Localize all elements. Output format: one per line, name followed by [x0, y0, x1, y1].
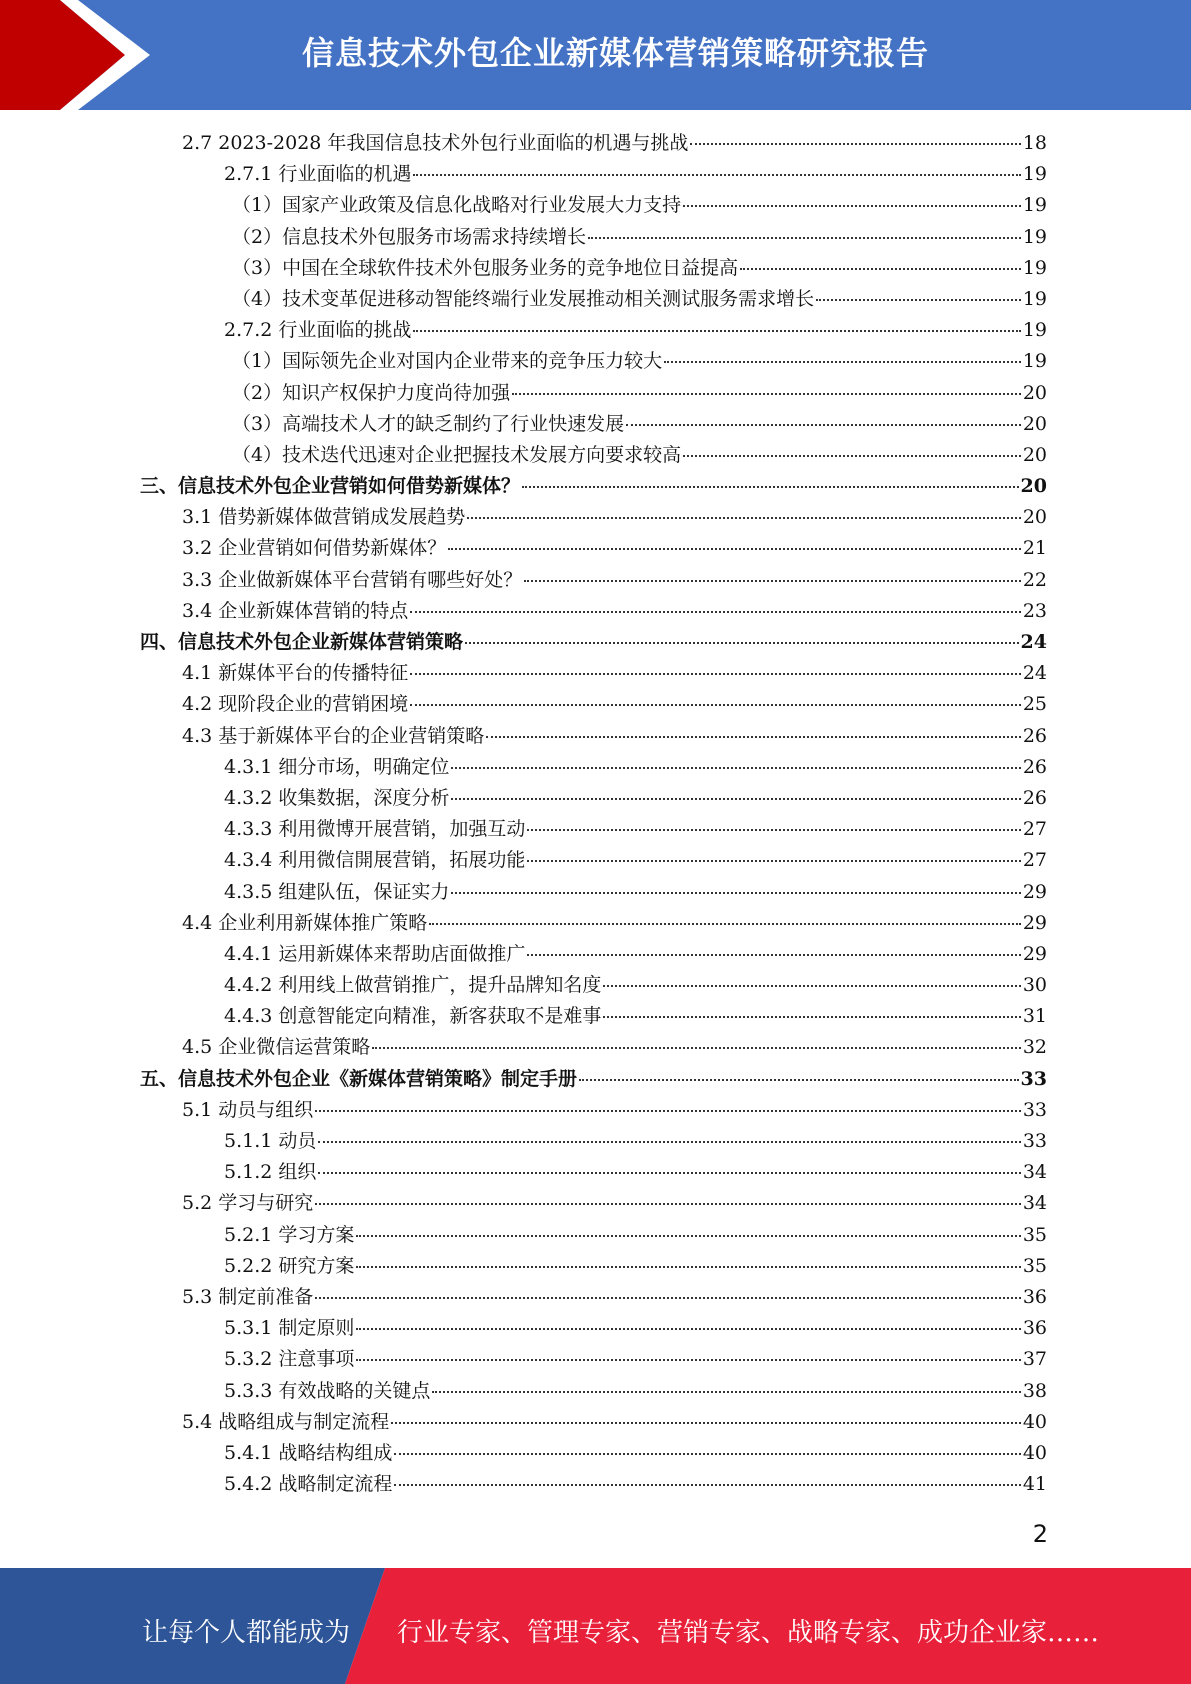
- toc-entry[interactable]: [140, 1438, 1047, 1469]
- toc-entry-page: 19: [1022, 319, 1047, 342]
- toc-entry-page: 34: [1022, 1161, 1047, 1184]
- toc-entry-page: 31: [1022, 1005, 1047, 1028]
- toc-entry-page: 20: [1020, 475, 1047, 498]
- toc-entry[interactable]: [140, 284, 1047, 315]
- toc-entry[interactable]: [140, 1032, 1047, 1063]
- dot-leader: [626, 423, 1021, 426]
- footer-slogan-left: 让每个人都能成为: [142, 1618, 351, 1648]
- dot-leader: [522, 485, 1019, 488]
- toc-entry-title: （1）国家产业政策及信息化战略对行业发展大力支持: [232, 194, 682, 217]
- toc-entry-title: 2.7.2 行业面临的挑战: [224, 319, 412, 342]
- toc-entry-title: 5.3.3 有效战略的关键点: [224, 1379, 431, 1402]
- toc-entry[interactable]: [140, 1188, 1047, 1219]
- toc-entry[interactable]: [140, 752, 1047, 783]
- toc-entry[interactable]: [140, 939, 1047, 970]
- toc-entry[interactable]: [140, 346, 1047, 377]
- dot-leader: [524, 579, 1021, 582]
- toc-entry-title: 4.3.3 利用微博开展营销，加强互动: [224, 818, 526, 841]
- toc-entry-page: 32: [1022, 1036, 1047, 1059]
- toc-entry-page: 26: [1022, 724, 1047, 747]
- toc-entry-title: 4.3.1 细分市场，明确定位: [224, 755, 450, 778]
- toc-entry[interactable]: [140, 970, 1047, 1001]
- dot-leader: [467, 516, 1021, 519]
- toc-entry-page: 19: [1022, 163, 1047, 186]
- toc-entry[interactable]: [140, 596, 1047, 627]
- dot-leader: [356, 1234, 1020, 1237]
- toc-entry[interactable]: [140, 315, 1047, 346]
- toc-entry-title: 4.3.5 组建队伍，保证实力: [224, 880, 450, 903]
- toc-entry-title: 5.1.2 组织: [224, 1161, 317, 1184]
- toc-entry-page: 33: [1020, 1067, 1047, 1090]
- toc-entry-title: 5.1 动员与组织: [182, 1098, 314, 1121]
- toc-entry-title: 2.7 2023-2028 年我国信息技术外包行业面临的机遇与挑战: [182, 132, 689, 154]
- toc-entry-title: 5.4.2 战略制定流程: [224, 1473, 393, 1496]
- toc-entry-title: 5.3 制定前准备: [182, 1285, 314, 1308]
- toc-entry-page: 20: [1022, 506, 1047, 529]
- dot-leader: [486, 735, 1021, 738]
- toc-entry-title: 4.1 新媒体平台的传播特征: [182, 662, 409, 685]
- dot-leader: [527, 953, 1020, 956]
- toc-entry[interactable]: [140, 721, 1047, 752]
- dot-leader: [465, 641, 1019, 644]
- toc-entry-title: 4.3.2 收集数据，深度分析: [224, 786, 450, 809]
- toc-entry-title: （3）高端技术人才的缺乏制约了行业快速发展: [232, 412, 625, 435]
- toc-entry-title: 5.4.1 战略结构组成: [224, 1441, 393, 1464]
- toc-entry-page: 19: [1022, 194, 1047, 217]
- dot-leader: [318, 1140, 1020, 1143]
- toc-entry-page: 23: [1022, 599, 1047, 622]
- toc-entry-title: 五、信息技术外包企业《新媒体营销策略》制定手册: [140, 1067, 578, 1090]
- toc-entry[interactable]: [140, 222, 1047, 253]
- toc-entry-page: 40: [1022, 1441, 1047, 1464]
- toc-entry-page: 19: [1022, 225, 1047, 248]
- toc-entry-page: 29: [1022, 880, 1047, 903]
- dot-leader: [664, 360, 1021, 363]
- dot-leader: [527, 828, 1020, 831]
- toc-entry-page: 34: [1022, 1192, 1047, 1215]
- toc-entry-title: 4.4.3 创意智能定向精准，新客获取不是难事: [224, 1005, 602, 1028]
- toc-entry[interactable]: [140, 440, 1047, 471]
- toc-entry-title: 5.1.1 动员: [224, 1130, 317, 1152]
- toc-entry[interactable]: [140, 1157, 1047, 1188]
- dot-leader: [315, 1202, 1021, 1205]
- toc-entry[interactable]: [140, 502, 1047, 533]
- toc-entry-page: 35: [1022, 1254, 1047, 1277]
- dot-leader: [451, 891, 1020, 894]
- table-of-contents: [140, 128, 1047, 1500]
- toc-entry-title: 三、信息技术外包企业营销如何借势新媒体？: [140, 475, 521, 498]
- toc-entry-title: 4.4.2 利用线上做营销推广，提升品牌知名度: [224, 974, 602, 997]
- toc-entry[interactable]: [140, 845, 1047, 876]
- toc-entry-title: 3.4 企业新媒体营销的特点: [182, 599, 409, 622]
- toc-entry[interactable]: [140, 128, 1047, 159]
- toc-entry-page: 33: [1022, 1130, 1047, 1152]
- toc-entry[interactable]: [140, 1220, 1047, 1251]
- toc-entry-page: 18: [1022, 132, 1047, 154]
- toc-entry-page: 24: [1020, 631, 1047, 653]
- toc-entry[interactable]: [140, 1407, 1047, 1438]
- toc-entry-page: 26: [1022, 755, 1047, 778]
- toc-entry-title: （3）中国在全球软件技术外包服务业务的竞争地位日益提高: [232, 256, 739, 279]
- dot-leader: [588, 236, 1021, 239]
- toc-entry[interactable]: [140, 159, 1047, 190]
- toc-entry-title: 4.2 现阶段企业的营销困境: [182, 693, 409, 716]
- toc-entry-page: 33: [1022, 1098, 1047, 1121]
- toc-entry[interactable]: [140, 190, 1047, 221]
- toc-entry-title: 5.2 学习与研究: [182, 1192, 314, 1215]
- dot-leader: [448, 547, 1021, 550]
- page-header: [0, 0, 1191, 110]
- toc-entry-title: 3.3 企业做新媒体平台营销有哪些好处？: [182, 568, 523, 591]
- toc-entry-page: 19: [1022, 287, 1047, 310]
- toc-entry[interactable]: [140, 627, 1047, 658]
- dot-leader: [603, 984, 1020, 987]
- toc-entry[interactable]: [140, 877, 1047, 908]
- toc-entry-title: （2）知识产权保护力度尚待加强: [232, 381, 511, 404]
- toc-entry-page: 27: [1022, 849, 1047, 872]
- toc-entry[interactable]: [140, 814, 1047, 845]
- toc-entry-page: 27: [1022, 818, 1047, 841]
- toc-entry[interactable]: [140, 471, 1047, 502]
- dot-leader: [413, 329, 1020, 332]
- dot-leader: [451, 766, 1020, 769]
- toc-entry-page: 26: [1022, 786, 1047, 809]
- toc-entry-title: （4）技术迭代迅速对企业把握技术发展方向要求较高: [232, 443, 682, 466]
- toc-entry[interactable]: [140, 1282, 1047, 1313]
- toc-entry-title: 3.1 借势新媒体做营销成发展趋势: [182, 506, 466, 529]
- toc-entry[interactable]: [140, 1064, 1047, 1095]
- toc-entry-title: 4.4.1 运用新媒体来帮助店面做推广: [224, 942, 526, 965]
- toc-entry-page: 36: [1022, 1317, 1047, 1340]
- toc-entry[interactable]: [140, 409, 1047, 440]
- toc-entry[interactable]: [140, 1251, 1047, 1282]
- toc-entry[interactable]: [140, 1469, 1047, 1500]
- dot-leader: [394, 1452, 1020, 1455]
- toc-entry[interactable]: [140, 1313, 1047, 1344]
- dot-leader: [512, 392, 1021, 395]
- report-title: 信息技术外包企业新媒体营销策略研究报告: [301, 34, 929, 72]
- toc-entry-title: 2.7.1 行业面临的机遇: [224, 163, 412, 186]
- toc-entry-page: 25: [1022, 693, 1047, 716]
- dot-leader: [740, 267, 1021, 270]
- toc-entry-page: 29: [1022, 942, 1047, 965]
- toc-entry-page: 37: [1022, 1348, 1047, 1371]
- toc-entry-title: 四、信息技术外包企业新媒体营销策略: [140, 631, 464, 653]
- toc-entry-page: 20: [1022, 381, 1047, 404]
- toc-entry-title: 5.2.2 研究方案: [224, 1254, 355, 1277]
- toc-entry[interactable]: [140, 1376, 1047, 1407]
- toc-entry-title: 5.4 战略组成与制定流程: [182, 1410, 390, 1433]
- toc-entry[interactable]: [140, 908, 1047, 939]
- dot-leader: [372, 1046, 1021, 1049]
- toc-entry-page: 41: [1022, 1473, 1047, 1496]
- toc-entry-page: 38: [1022, 1379, 1047, 1402]
- dot-leader: [690, 142, 1020, 145]
- page-footer: [0, 1568, 1191, 1684]
- toc-entry-page: 30: [1022, 974, 1047, 997]
- dot-leader: [356, 1265, 1020, 1268]
- toc-entry-title: 4.4 企业利用新媒体推广策略: [182, 911, 428, 934]
- dot-leader: [394, 1483, 1020, 1486]
- dot-leader: [410, 703, 1021, 706]
- dot-leader: [816, 298, 1021, 301]
- toc-entry-title: 5.3.2 注意事项: [224, 1348, 355, 1371]
- dot-leader: [391, 1421, 1021, 1424]
- dot-leader: [413, 173, 1020, 176]
- toc-entry[interactable]: [140, 1001, 1047, 1032]
- toc-entry-title: 3.2 企业营销如何借势新媒体？: [182, 537, 447, 560]
- dot-leader: [683, 454, 1021, 457]
- dot-leader: [356, 1358, 1020, 1361]
- dot-leader: [683, 204, 1021, 207]
- toc-entry-title: 5.2.1 学习方案: [224, 1223, 355, 1246]
- toc-entry-page: 29: [1022, 911, 1047, 934]
- toc-entry-title: （4）技术变革促进移动智能终端行业发展推动相关测试服务需求增长: [232, 287, 815, 310]
- toc-entry-page: 19: [1022, 256, 1047, 279]
- toc-entry[interactable]: [140, 533, 1047, 564]
- dot-leader: [432, 1390, 1020, 1393]
- dot-leader: [451, 797, 1020, 800]
- toc-entry-page: 36: [1022, 1285, 1047, 1308]
- toc-entry[interactable]: [140, 1126, 1047, 1157]
- toc-entry[interactable]: [140, 658, 1047, 689]
- toc-entry-page: 35: [1022, 1223, 1047, 1246]
- dot-leader: [410, 610, 1021, 613]
- dot-leader: [315, 1296, 1021, 1299]
- toc-entry-page: 20: [1022, 412, 1047, 435]
- footer-slogan-right: 行业专家、管理专家、营销专家、战略专家、成功企业家……: [397, 1618, 1100, 1648]
- toc-entry-title: 4.5 企业微信运营策略: [182, 1036, 371, 1059]
- toc-entry[interactable]: [140, 689, 1047, 720]
- dot-leader: [318, 1171, 1020, 1174]
- toc-entry[interactable]: [140, 1344, 1047, 1375]
- toc-entry[interactable]: [140, 378, 1047, 409]
- page-number: 2: [1032, 1520, 1048, 1548]
- toc-entry-page: 22: [1022, 568, 1047, 591]
- toc-entry-page: 20: [1022, 443, 1047, 466]
- toc-entry[interactable]: [140, 565, 1047, 596]
- dot-leader: [315, 1109, 1021, 1112]
- dot-leader: [429, 922, 1021, 925]
- dot-leader: [603, 1015, 1020, 1018]
- toc-entry-title: 4.3 基于新媒体平台的企业营销策略: [182, 724, 485, 747]
- toc-entry-title: 4.3.4 利用微信開展营销，拓展功能: [224, 849, 526, 872]
- toc-entry-page: 19: [1022, 350, 1047, 373]
- toc-entry[interactable]: [140, 253, 1047, 284]
- dot-leader: [410, 672, 1021, 675]
- toc-entry-title: （2）信息技术外包服务市场需求持续增长: [232, 225, 587, 248]
- toc-entry-page: 21: [1022, 537, 1047, 560]
- dot-leader: [527, 859, 1020, 862]
- toc-entry-page: 40: [1022, 1410, 1047, 1433]
- toc-entry-title: （1）国际领先企业对国内企业带来的竞争压力较大: [232, 350, 663, 373]
- toc-entry-page: 24: [1022, 662, 1047, 685]
- toc-entry[interactable]: [140, 783, 1047, 814]
- dot-leader: [356, 1327, 1020, 1330]
- toc-entry[interactable]: [140, 1095, 1047, 1126]
- dot-leader: [579, 1078, 1019, 1081]
- toc-entry-title: 5.3.1 制定原则: [224, 1317, 355, 1340]
